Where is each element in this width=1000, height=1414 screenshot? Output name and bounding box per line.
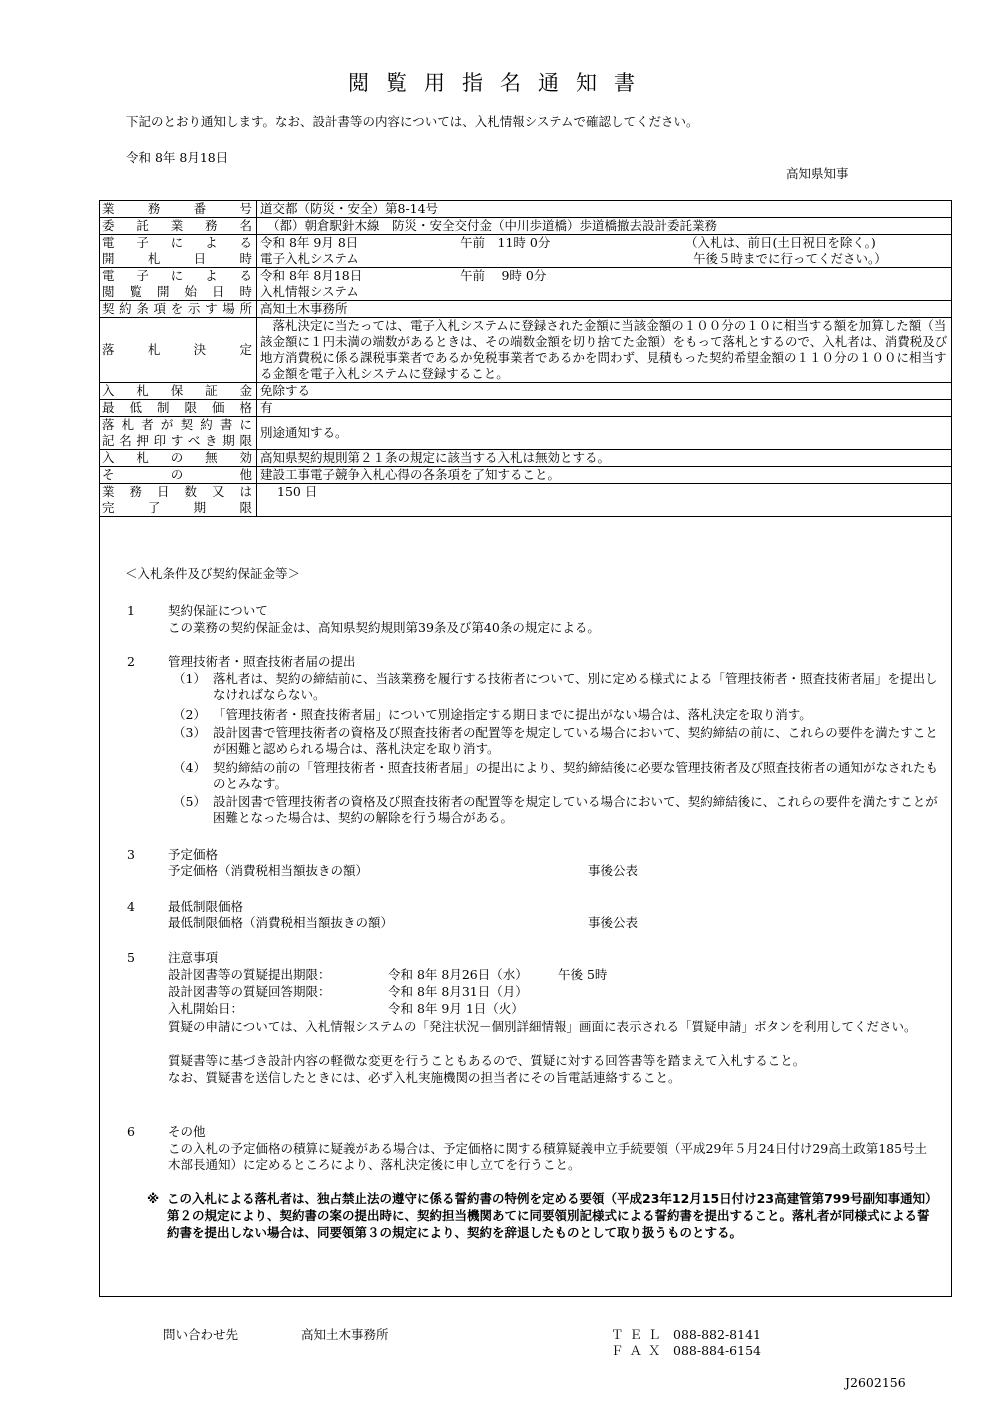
row-rakusatsu xyxy=(100,318,951,383)
s2-item-1-num: （1） xyxy=(173,671,206,686)
s5-title: 注意事項 xyxy=(168,950,219,965)
conditions-heading: ＜入札条件及び契約保証金等＞ xyxy=(125,566,301,581)
s3-right: 事後公表 xyxy=(588,863,639,878)
s2-item-2 xyxy=(173,707,940,723)
label-kaisatsu xyxy=(100,235,257,268)
label-etsuran xyxy=(100,268,257,301)
label-keiyaku-basho: 契約条項を示す場所 xyxy=(100,301,257,318)
contact-block xyxy=(163,1327,761,1360)
s4-title: 最低制限価格 xyxy=(168,899,244,914)
note-mark: ※ xyxy=(147,1191,160,1206)
row-kaisatsu xyxy=(100,235,951,268)
label-etsuran-2: 閲覧開始日時 xyxy=(102,284,252,299)
etsuran-system: 入札情報システム xyxy=(260,284,359,299)
info-table xyxy=(100,201,951,517)
label-kaisatsu-2: 開札日時 xyxy=(102,251,252,266)
s2-title: 管理技術者・照査技術者届の提出 xyxy=(168,654,356,669)
s2-item-4-num: （4） xyxy=(173,760,206,775)
label-rakusatsu: 落札決定 xyxy=(100,318,257,383)
s1-num: 1 xyxy=(127,603,135,618)
fax-label: ＦＡＸ xyxy=(611,1343,667,1359)
s4-right: 事後公表 xyxy=(588,915,639,930)
value-saitei: 有 xyxy=(257,400,952,417)
s2-item-4-text: 契約締結の前の「管理技術者・照査技術者届」の提出により、契約締結後に必要な管理技術者及び照査技術者の通知がなされたものとみなす。 xyxy=(213,760,939,792)
s5-deadline-1 xyxy=(168,967,607,983)
tel-label: ＴＥＬ xyxy=(611,1327,667,1342)
notice-date: 令和 8年 8月18日 xyxy=(126,150,229,165)
fax-row xyxy=(611,1343,761,1359)
label-saitei: 最低制限価格 xyxy=(100,400,257,417)
row-saitei xyxy=(100,400,951,417)
issuer: 高知県知事 xyxy=(786,166,849,181)
tel-row xyxy=(611,1327,761,1343)
value-etsuran xyxy=(257,268,952,301)
s2-item-5-text: 設計図書で管理技術者の資格及び照査技術者の配置等を規定している場合において、契約締結後に、これらの要件を満たすことが困難となった場合は、契約の解除を行う場合がある。 xyxy=(213,794,938,826)
s4-left: 最低制限価格（消費税相当額抜きの額） xyxy=(168,915,394,930)
s5-d1-time: 午後 5時 xyxy=(558,967,608,982)
label-kigen-2: 記名押印すべき期限 xyxy=(102,433,252,448)
row-hoshokin xyxy=(100,383,951,400)
s2-item-3-text: 設計図書で管理技術者の資格及び照査技術者の配置等を規定している場合において、契約締結の前に、これらの要件を満たすことが困難と認められる場合は、落札決定を取り消す。 xyxy=(213,725,938,757)
row-itaku-gyomumei xyxy=(100,218,951,235)
kaisatsu-time: 午前 11時 0分 xyxy=(460,235,551,250)
s5-d1-label: 設計図書等の質疑提出期限： xyxy=(168,967,331,982)
s2-item-2-text: 「管理技術者・照査技術者届」について別途指定する期日までに提出がない場合は、落札決定を取り消す。 xyxy=(213,707,812,722)
row-gyomu-bango xyxy=(100,201,951,218)
row-kigen xyxy=(100,417,951,450)
s5-deadline-2 xyxy=(168,984,558,1000)
label-nissu xyxy=(100,484,257,517)
s4-num: 4 xyxy=(127,899,135,914)
s5-num: 5 xyxy=(127,950,135,965)
tel-number: 088-882-8141 xyxy=(673,1327,761,1342)
row-keiyaku-basho xyxy=(100,301,951,318)
label-gyomu-bango: 業務番号 xyxy=(100,201,257,218)
s3-left: 予定価格（消費税相当額抜きの額） xyxy=(168,863,369,878)
s2-item-5 xyxy=(173,794,940,827)
row-etsuran xyxy=(100,268,951,301)
etsuran-date: 令和 8年 8月18日 xyxy=(260,268,363,283)
label-kigen-1: 落札者が契約書に xyxy=(102,417,252,432)
label-etsuran-1: 電子による xyxy=(102,268,252,283)
row-sonota xyxy=(100,467,951,484)
label-kaisatsu-1: 電子による xyxy=(102,235,252,250)
etsuran-time: 午前 9時 0分 xyxy=(460,268,547,283)
s2-num: 2 xyxy=(127,654,135,669)
row-mukou xyxy=(100,450,951,467)
s6-title: その他 xyxy=(168,1124,206,1139)
s5-d1-date: 令和 8年 8月26日（水） xyxy=(388,967,528,982)
s2-item-3-num: （3） xyxy=(173,725,206,740)
s5-deadline-3 xyxy=(168,1001,558,1017)
s2-item-1-text: 落札者は、契約の締結前に、当該業務を履行する技術者について、別に定める様式による「管理技術者・照査技術者届」を提出しなければならない。 xyxy=(213,671,938,703)
s5-p1: 質疑の申請については、入札情報システムの「発注状況－個別詳細情報」画面に表示される「質疑申請」ボタンを利用してください。 xyxy=(168,1019,917,1034)
s5-d3-date: 令和 8年 9月 1日（火） xyxy=(388,1001,524,1016)
s2-item-4 xyxy=(173,760,940,793)
antitrust-note xyxy=(147,1190,937,1241)
s5-d2-label: 設計図書等の質疑回答期限： xyxy=(168,984,331,999)
label-nissu-2: 完了期限 xyxy=(102,500,252,515)
value-itaku-gyomumei: （都）朝倉駅針木線 防災・安全交付金（中川歩道橋）歩道橋撤去設計委託業務 xyxy=(257,218,952,235)
fax-number: 088-884-6154 xyxy=(673,1343,761,1359)
s3-num: 3 xyxy=(127,847,135,862)
label-mukou: 入札の無効 xyxy=(100,450,257,467)
contact-label: 問い合わせ先 xyxy=(163,1327,239,1342)
label-hoshokin: 入札保証金 xyxy=(100,383,257,400)
value-keiyaku-basho: 高知土木事務所 xyxy=(257,301,952,318)
contact-numbers xyxy=(611,1327,761,1360)
value-rakusatsu: 落札決定に当たっては、電子入札システムに登録された金額に当該金額の１００分の１０に相当する額を加算した額（当該金額に１円未満の端数があるときは、その端数金額を切り捨てた金額）をもって落札とするので、入札者は、消費税及び地方消費税に係る課税事業者であるか免税事業者であるかを問わず、見積もった契約希望金額の１１０分の１００に相当する金額を電子入札システムに登録すること。 xyxy=(257,318,952,383)
value-gyomu-bango: 道交都（防災・安全）第8-14号 xyxy=(257,201,952,218)
note-text: この入札による落札者は、独占禁止法の遵守に係る誓約書の特例を定める要領（平成23年12月15日付け23高建管第799号副知事通知）第２の規定により、契約書の案の提出時に、契約担当機関あてに同要領別記様式による誓約書を提出すること。落札者が同様式による誓約書を提出しない場合は、同要領第３の規定により、契約を辞退したものとして取り扱うものとする。 xyxy=(167,1191,932,1240)
s2-item-2-num: （2） xyxy=(173,707,206,722)
kaisatsu-note-1: （入札は、前日(土日祝日を除く。) xyxy=(685,235,876,250)
value-kigen: 別途通知する。 xyxy=(257,417,952,450)
contact-office: 高知土木事務所 xyxy=(301,1327,389,1342)
s1-title: 契約保証について xyxy=(168,603,268,618)
s2-item-3 xyxy=(173,725,940,758)
s5-d2-date: 令和 8年 8月31日（月） xyxy=(388,984,528,999)
s4-row xyxy=(168,915,938,931)
document-id: J2602156 xyxy=(845,1375,906,1390)
value-kaisatsu xyxy=(257,235,952,268)
s1-body: この業務の契約保証金は、高知県契約規則第39条及び第40条の規定による。 xyxy=(168,620,600,635)
s3-title: 予定価格 xyxy=(168,847,219,862)
label-itaku-gyomumei: 委託業務名 xyxy=(100,218,257,235)
row-nissu xyxy=(100,484,951,517)
s6-num: 6 xyxy=(127,1124,135,1139)
intro-text: 下記のとおり通知します。なお、設計書等の内容については、入札情報システムで確認してください。 xyxy=(126,114,699,129)
s2-item-1 xyxy=(173,671,940,704)
label-kigen xyxy=(100,417,257,450)
kaisatsu-note-2: 午後５時までに行ってください。） xyxy=(693,251,887,266)
kaisatsu-system: 電子入札システム xyxy=(260,251,359,266)
label-nissu-1: 業務日数又は xyxy=(102,484,252,499)
s6-body: この入札の予定価格の積算に疑義がある場合は、予定価格に関する積算疑義申立手続要領（平成29年５月24日付け29高土政第185号土木部長通知）に定めるところにより、落札決定後に申し立てを行うこと。 xyxy=(168,1141,928,1173)
value-sonota: 建設工事電子競争入札心得の各条項を了知すること。 xyxy=(257,467,952,484)
s3-row xyxy=(168,863,938,879)
s5-d3-label: 入札開始日： xyxy=(168,1001,244,1016)
page-title: 閲覧用指名通知書 xyxy=(348,71,652,95)
label-sonota: その他 xyxy=(100,467,257,484)
value-mukou: 高知県契約規則第２１条の規定に該当する入札は無効とする。 xyxy=(257,450,952,467)
document-frame xyxy=(99,200,952,1297)
value-nissu: 150 日 xyxy=(257,484,952,517)
s5-p2: 質疑書等に基づき設計内容の軽微な変更を行うこともあるので、質疑に対する回答書等を踏まえて入札すること。 xyxy=(168,1053,806,1068)
value-hoshokin: 免除する xyxy=(257,383,952,400)
kaisatsu-date: 令和 8年 9月 8日 xyxy=(260,235,359,250)
s2-item-5-num: （5） xyxy=(173,794,206,809)
s5-p3: なお、質疑書を送信したときには、必ず入札実施機関の担当者にその旨電話連絡すること。 xyxy=(168,1070,681,1085)
